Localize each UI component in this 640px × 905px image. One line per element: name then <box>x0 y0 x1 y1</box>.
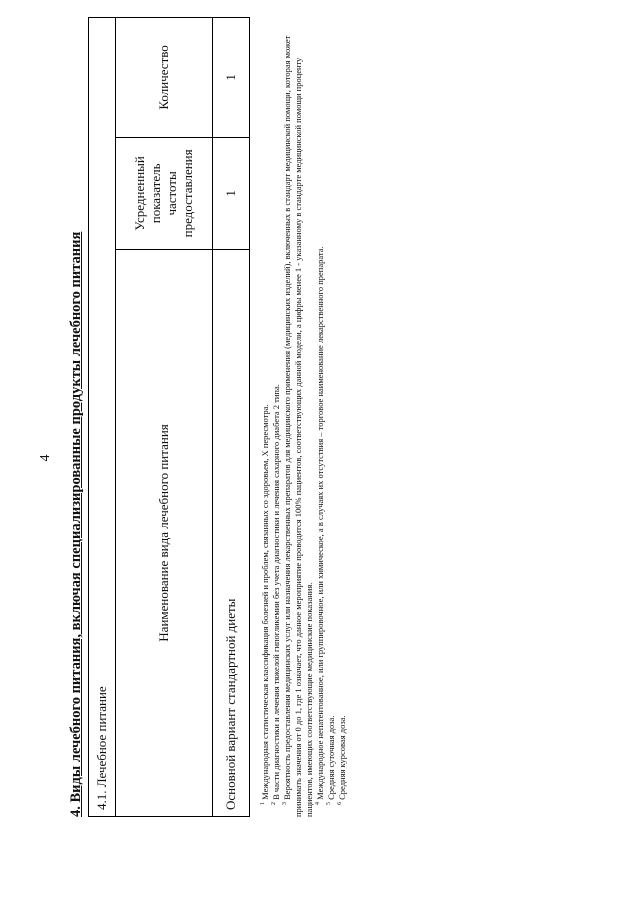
row-quantity: 1 <box>213 18 250 138</box>
row-name: Основной вариант стандартной диеты <box>213 249 250 816</box>
header-quantity: Количество <box>116 18 213 138</box>
section-heading: 4. Виды лечебного питания, включая специализированные продукты лечебного питания <box>68 231 84 817</box>
table-header-row <box>116 18 213 817</box>
footnote-4: $^4$ Международное непатентованное, или группировочное, или химическое, а в случаях их отсутствия – торговое наименование лекарственного препарата. <box>315 246 325 805</box>
row-frequency: 1 <box>213 137 250 249</box>
footnote-2: $^2$ В части диагностики и лечения тяжелой гипогликемии без учета диагностики и лечения сахарного диабета 2 типа. <box>271 384 281 805</box>
table-section-row <box>89 18 116 817</box>
table-row <box>213 18 250 817</box>
footnote-3: $^3$ Вероятность предоставления медицинских услуг или назначения лекарственных препаратов для медицинского применения (медицинских изделий), включенных в стандарт медицинской помощи, которая может принимать значения от 0 до 1, где 1 означает, что данное мероприятие проводится 100% пациентов, соответствующих данной модели, а цифры менее 1 - указанному в стандарте медицинской помощи проценту пациентов, имеющих соответствующие медицинские показания. <box>282 35 314 817</box>
footnotes <box>260 17 348 817</box>
nutrition-table <box>88 17 250 817</box>
footnote-1: $^1$ Международная статистическая классификация болезней и проблем, связанных со здоровьем, X пересмотра. <box>260 404 270 805</box>
page-number: 4 <box>38 454 53 462</box>
header-frequency: Усредненный показатель частоты предоставления <box>116 137 213 249</box>
footnote-5: $^5$ Средняя суточная доза. <box>326 715 336 805</box>
header-name: Наименование вида лечебного питания <box>116 249 213 816</box>
section-title: 4.1. Лечебное питание <box>89 18 116 817</box>
footnote-6: $^6$ Средняя курсовая доза. <box>337 715 347 805</box>
